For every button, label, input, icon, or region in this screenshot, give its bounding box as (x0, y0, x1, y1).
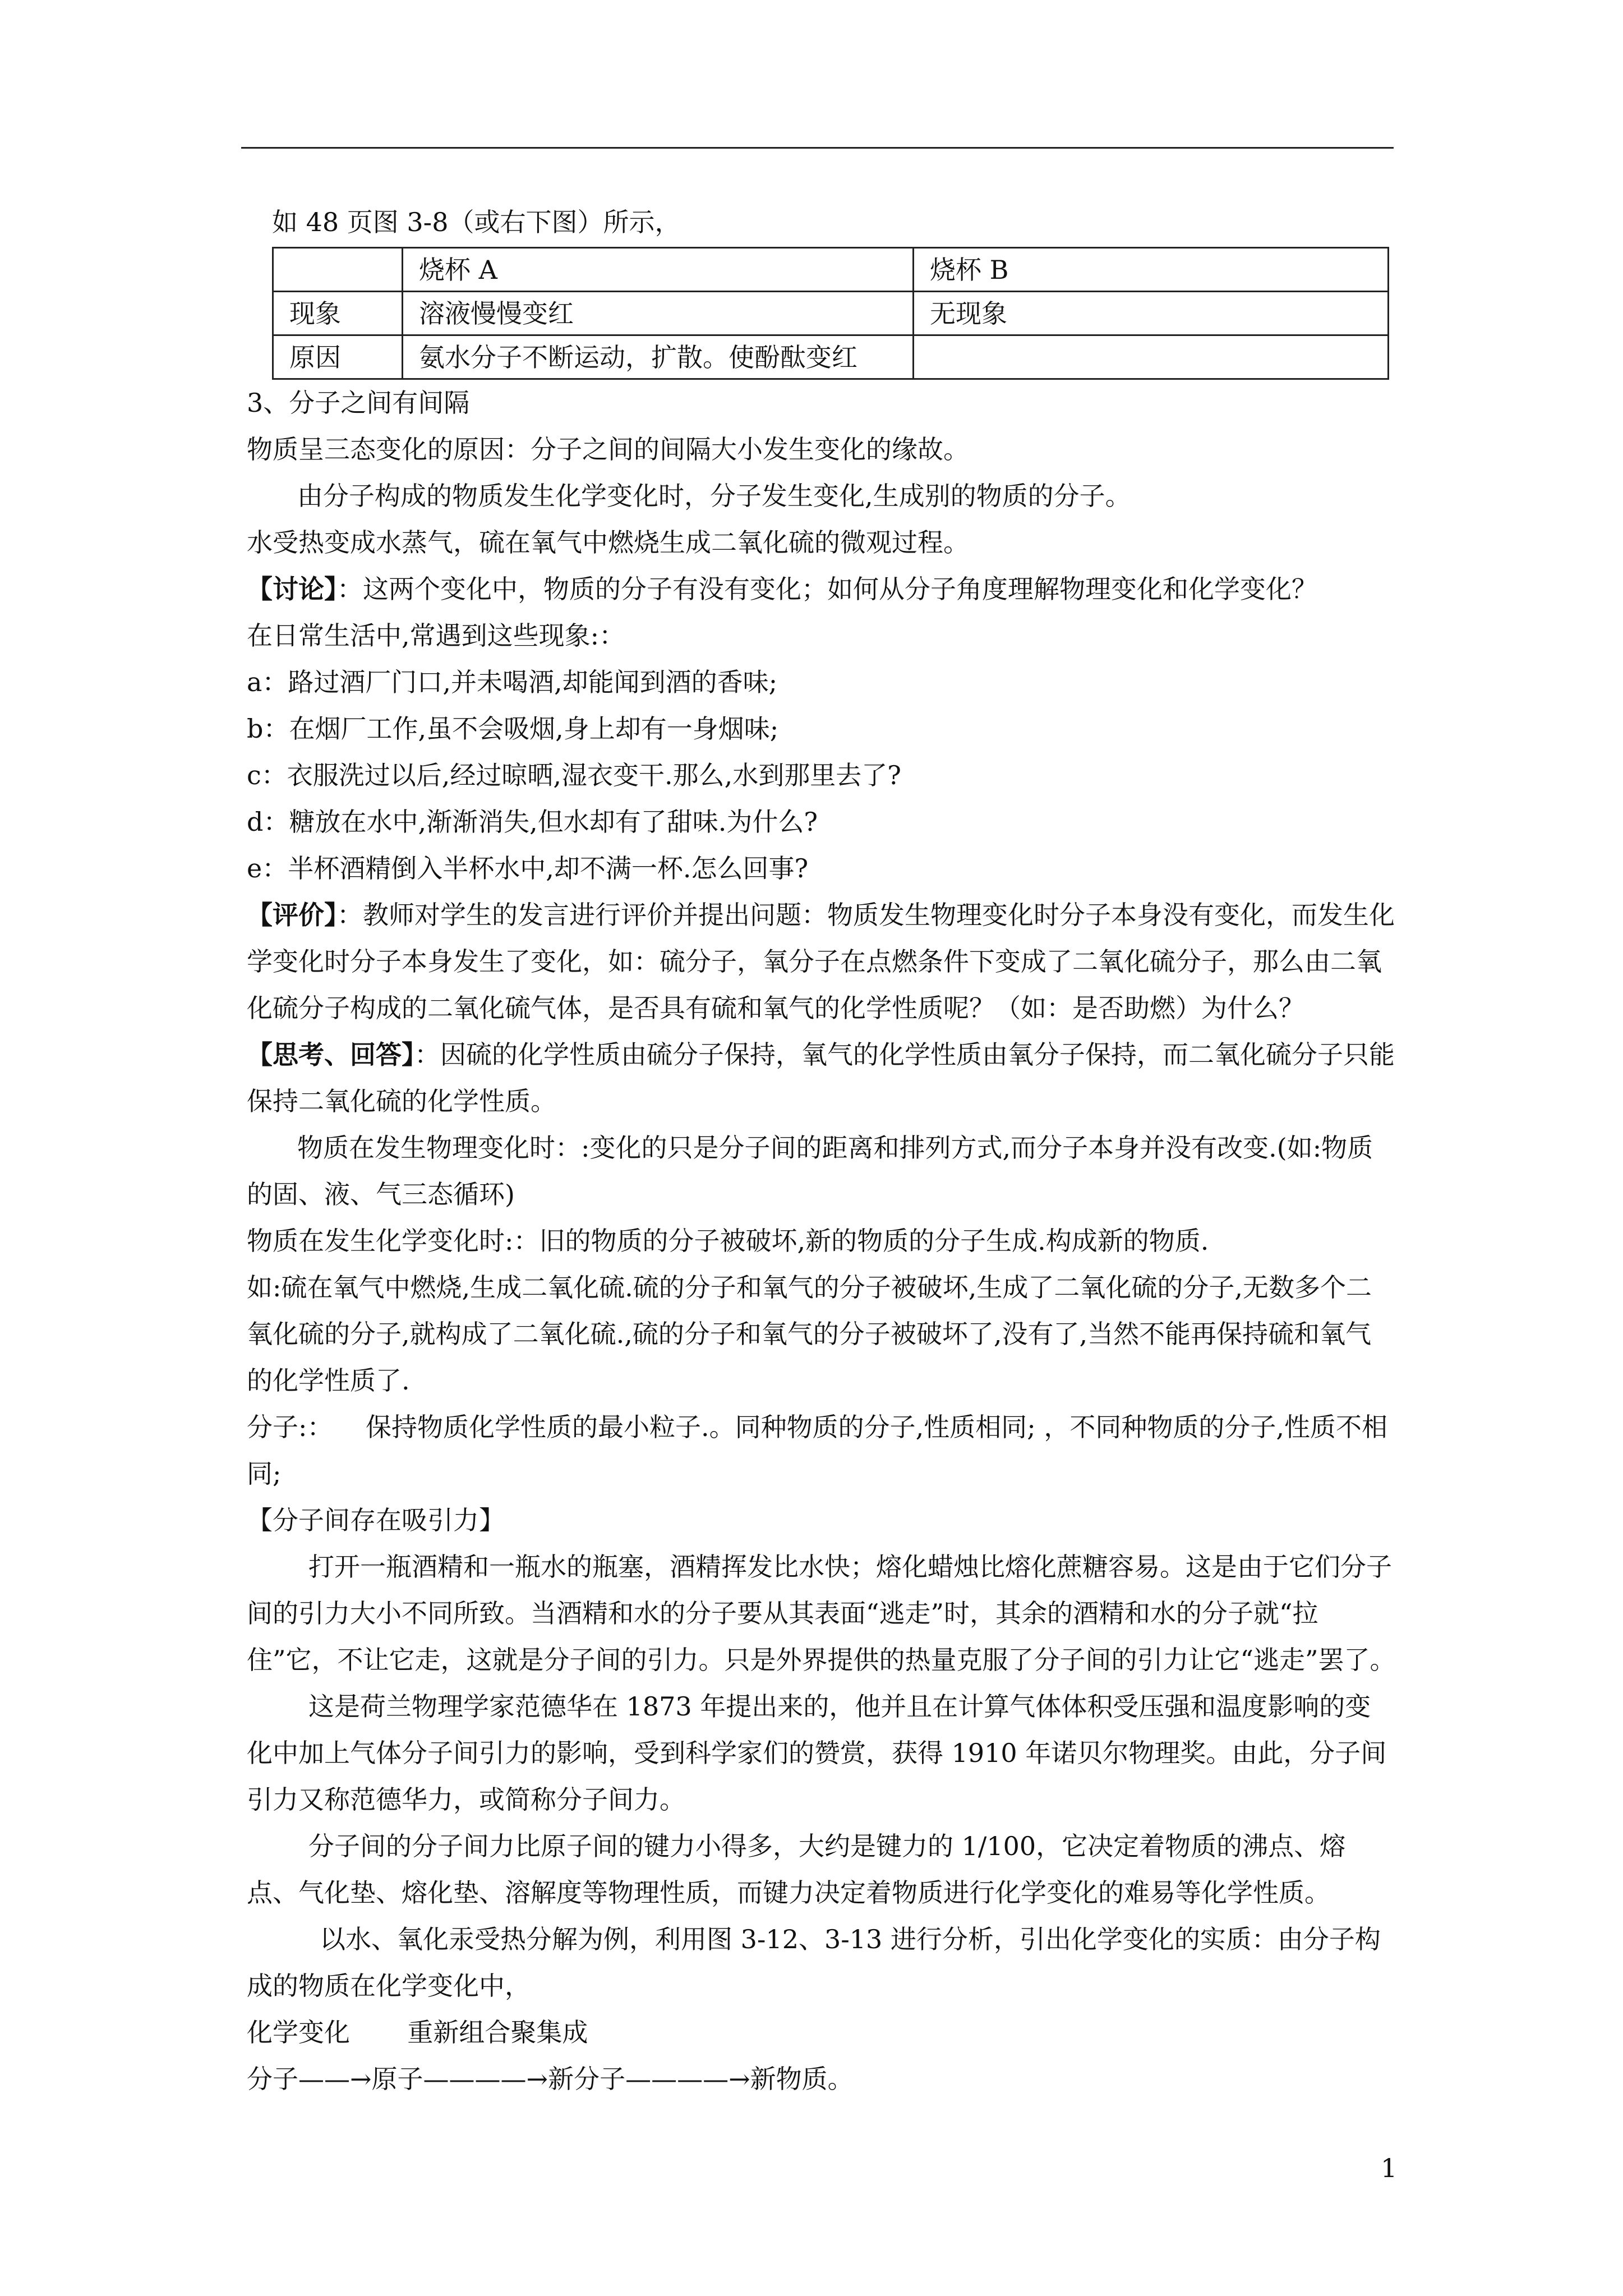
paragraph (247, 1404, 1396, 1497)
table-row (273, 292, 1389, 335)
table-cell: 烧杯 A (403, 248, 914, 292)
paragraph (247, 706, 1396, 752)
paragraph (247, 566, 1396, 613)
table-header-row (273, 248, 1389, 292)
paragraph-text: c：衣服洗过以后,经过晾晒,湿衣变干.那么,水到那里去了? (247, 760, 901, 790)
paragraph-text: a：路过酒厂门口,并未喝酒,却能闻到酒的香味; (247, 667, 778, 697)
paragraph (247, 799, 1396, 845)
paragraph (247, 845, 1396, 892)
paragraph (247, 1544, 1396, 1683)
paragraph (247, 380, 1396, 426)
paragraph-text: b：在烟厂工作,虽不会吸烟,身上却有一身烟味; (247, 714, 779, 744)
table-cell (914, 335, 1389, 379)
intro-line: 如 48 页图 3-8（或右下图）所示， (272, 207, 681, 237)
paragraph-text: 分子:： 保持物质化学性质的最小粒子.。同种物质的分子,性质相同; ，不同种物质的分子,性质不相同; (247, 1412, 1387, 1489)
paragraph (247, 892, 1396, 1032)
table-cell: 原因 (273, 335, 403, 379)
paragraph (247, 659, 1396, 706)
paragraph-text: 这是荷兰物理学家范德华在 1873 年提出来的，他并且在计算气体体积受压强和温度影响的变化中加上气体分子间引力的影响，受到科学家们的赞赏，获得 1910 年诺贝尔物理奖。由此，分子间引力又称范德华力，或简称分子间力。 (247, 1691, 1387, 1815)
paragraph-text: d：糖放在水中,渐渐消失,但水却有了甜味.为什么? (247, 807, 818, 837)
paragraph-text: 在日常生活中,常遇到这些现象:： (247, 620, 625, 651)
paragraph-text: 物质呈三态变化的原因：分子之间的间隔大小发生变化的缘故。 (247, 434, 969, 464)
paragraph (247, 519, 1396, 566)
paragraph-text: 分子——→原子————→新分子————→新物质。 (247, 2064, 854, 2094)
paragraph-text: 由分子构成的物质发生化学变化时，分子发生变化,生成别的物质的分子。 (297, 481, 1131, 511)
paragraph-text: 水受热变成水蒸气，硫在氧气中燃烧生成二氧化硫的微观过程。 (247, 527, 969, 558)
paragraph (247, 752, 1396, 799)
table-cell: 氨水分子不断运动，扩散。使酚酞变红 (403, 335, 914, 379)
paragraph (247, 2009, 1396, 2056)
paragraph-text: e：半杯酒精倒入半杯水中,却不满一杯.怎么回事? (247, 853, 809, 884)
paragraph (247, 1497, 1396, 1544)
section-label: 【评价】 (247, 900, 337, 930)
paragraph (247, 1125, 1396, 1218)
paragraph-text: 物质在发生物理变化时：:变化的只是分子间的距离和排列方式,而分子本身并没有改变.(如:物质的固、液、气三态循环) (247, 1133, 1373, 1209)
paragraph (247, 1683, 1396, 1823)
paragraph-text: 3、分子之间有间隔 (247, 388, 470, 418)
table-row (273, 335, 1389, 379)
paragraph (247, 1032, 1396, 1125)
header-rule (241, 147, 1394, 149)
document-body (247, 199, 1396, 2102)
paragraph (247, 1218, 1396, 1264)
paragraph-text: ：这两个变化中，物质的分子有没有变化；如何从分子角度理解物理变化和化学变化？ (337, 574, 1317, 604)
paragraph-text: 物质在发生化学变化时:：旧的物质的分子被破坏,新的物质的分子生成.构成新的物质. (247, 1226, 1209, 1256)
text-lines (247, 380, 1396, 2102)
paragraph (247, 613, 1396, 659)
paragraph-text: ：教师对学生的发言进行评价并提出问题：物质发生物理变化时分子本身没有变化，而发生化学变化时分子本身发生了变化，如：硫分子，氧分子在点燃条件下变成了二氧化硫分子，那么由二氧化硫分子构成的二氧化硫气体，是否具有硫和氧气的化学性质呢？（如：是否助燃）为什么？ (247, 900, 1395, 1023)
paragraph-text: 如:硫在氧气中燃烧,生成二氧化硫.硫的分子和氧气的分子被破坏,生成了二氧化硫的分子,无数多个二氧化硫的分子,就构成了二氧化硫.,硫的分子和氧气的分子被破坏了,没有了,当然不能再保持硫和氧气的化学性质了. (247, 1272, 1372, 1396)
paragraph-text: ：因硫的化学性质由硫分子保持，氧气的化学性质由氧分子保持，而二氧化硫分子只能保持二氧化硫的化学性质。 (247, 1039, 1395, 1116)
section-label: 【讨论】 (247, 574, 337, 604)
table-cell: 烧杯 B (914, 248, 1389, 292)
paragraph (247, 1264, 1396, 1404)
experiment-table (272, 247, 1389, 380)
paragraph (247, 1916, 1396, 2009)
table-cell: 无现象 (914, 292, 1389, 335)
table-cell: 现象 (273, 292, 403, 335)
section-label: 【思考、回答】 (247, 1039, 414, 1070)
paragraph (247, 473, 1396, 519)
page-number: 1 (1381, 2153, 1398, 2183)
paragraph (247, 426, 1396, 473)
paragraph-text: 以水、氧化汞受热分解为例，利用图 3-12、3-13 进行分析，引出化学变化的实质：由分子构成的物质在化学变化中， (247, 1924, 1381, 2001)
paragraph-text: 化学变化 重新组合聚集成 (247, 2017, 588, 2047)
table-cell (273, 248, 403, 292)
table-cell: 溶液慢慢变红 (403, 292, 914, 335)
paragraph-text: 【分子间存在吸引力】 (247, 1505, 505, 1535)
paragraph (247, 1823, 1396, 1916)
paragraph-text: 打开一瓶酒精和一瓶水的瓶塞，酒精挥发比水快；熔化蜡烛比熔化蔗糖容易。这是由于它们分子间的引力大小不同所致。当酒精和水的分子要从其表面“逃走”时，其余的酒精和水的分子就“拉住”它，不让它走，这就是分子间的引力。只是外界提供的热量克服了分子间的引力让它“逃走”罢了。 (247, 1552, 1396, 1675)
paragraph (247, 2056, 1396, 2102)
paragraph-text: 分子间的分子间力比原子间的键力小得多，大约是键力的 1/100，它决定着物质的沸点、熔点、气化垫、熔化垫、溶解度等物理性质，而键力决定着物质进行化学变化的难易等化学性质。 (247, 1831, 1346, 1908)
